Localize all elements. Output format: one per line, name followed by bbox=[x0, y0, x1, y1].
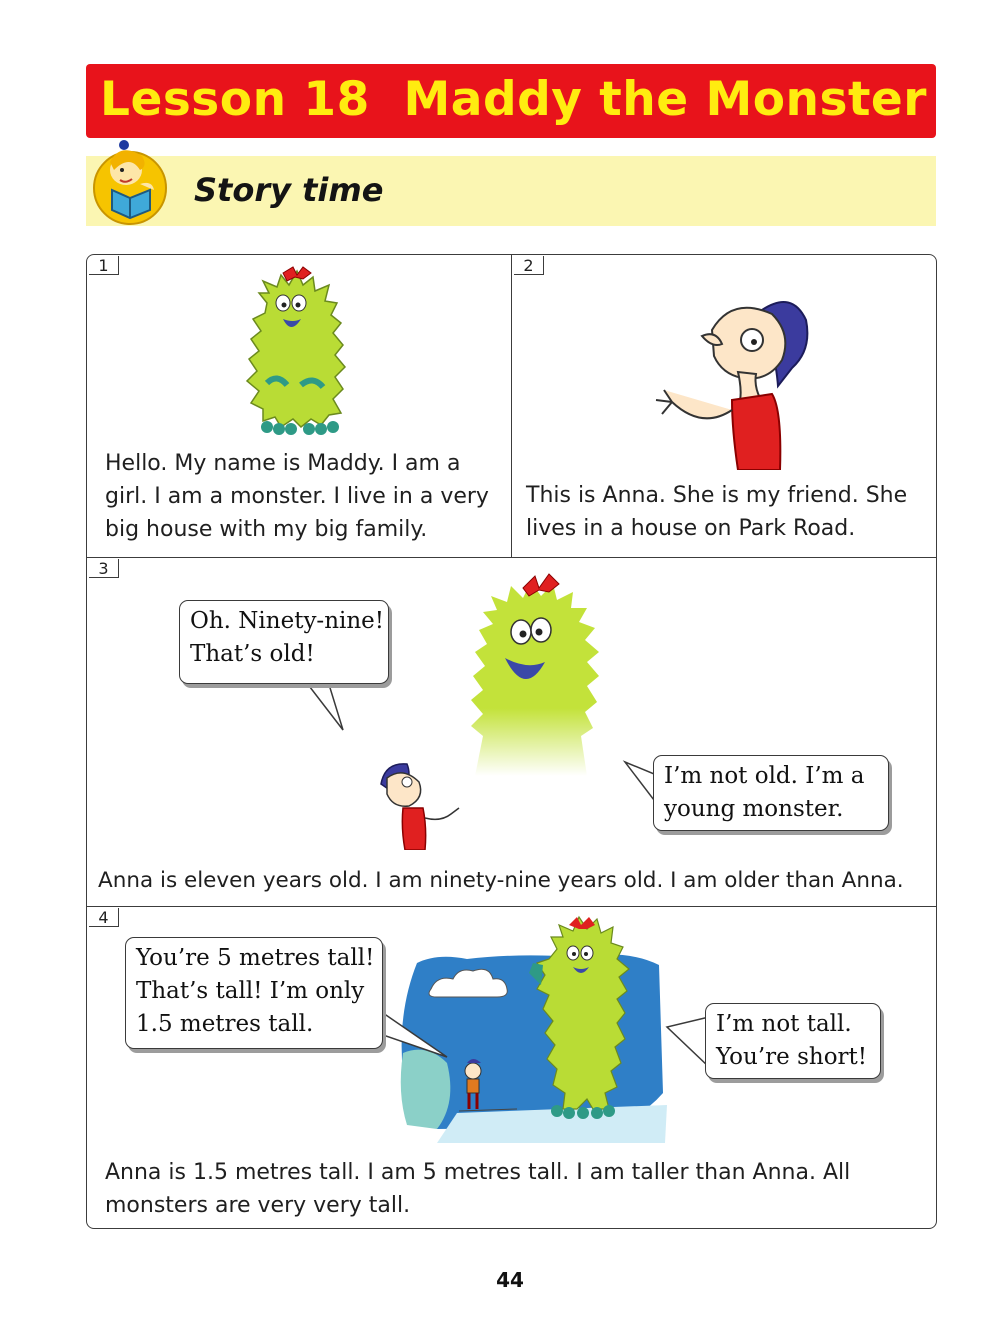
anna-illustration bbox=[642, 290, 822, 470]
bubble-line: That’s old! bbox=[190, 641, 315, 667]
section-title: Story time bbox=[194, 171, 384, 209]
story-panel-4 bbox=[86, 906, 937, 1229]
speech-bubble-maddy bbox=[653, 755, 889, 831]
bubble-line: You’re short! bbox=[716, 1044, 868, 1070]
panel-caption: Anna is eleven years old. I am ninety-nine years old. I am older than Anna. bbox=[98, 868, 904, 893]
page-number: 44 bbox=[496, 1268, 524, 1292]
bubble-line: young monster. bbox=[664, 796, 844, 822]
story-panel-1 bbox=[86, 254, 513, 559]
panel-caption bbox=[526, 479, 926, 545]
bubble-line: That’s tall! I’m only bbox=[136, 978, 365, 1004]
speech-bubble-tail bbox=[383, 1003, 453, 1063]
panel-number: 4 bbox=[89, 908, 119, 927]
bubble-line: 1.5 metres tall. bbox=[136, 1011, 314, 1037]
maddy-monster-illustration bbox=[237, 263, 357, 439]
panel-number: 2 bbox=[514, 256, 544, 275]
speech-bubble-anna bbox=[179, 600, 389, 684]
panel-caption bbox=[105, 447, 505, 546]
bubble-line: Oh. Ninety-nine! bbox=[190, 608, 385, 634]
speech-bubble-anna bbox=[125, 937, 383, 1049]
caption-line: Anna is 1.5 metres tall. I am 5 metres tall. I am taller than Anna. All bbox=[105, 1160, 851, 1185]
child-reading-icon bbox=[90, 140, 176, 226]
bubble-line: You’re 5 metres tall! bbox=[136, 945, 375, 971]
caption-line: girl. I am a monster. I live in a very bbox=[105, 484, 489, 509]
bubble-line: I’m not tall. bbox=[716, 1011, 852, 1037]
caption-line: This is Anna. She is my friend. She bbox=[526, 483, 908, 508]
panel-caption bbox=[105, 1156, 905, 1222]
panel-number: 3 bbox=[89, 559, 119, 578]
maddy-monster-closeup bbox=[465, 566, 615, 782]
speech-bubble-tail bbox=[297, 678, 357, 734]
caption-line: Hello. My name is Maddy. I am a bbox=[105, 451, 461, 476]
caption-line: big house with my big family. bbox=[105, 517, 428, 542]
section-band bbox=[86, 156, 936, 226]
caption-line: lives in a house on Park Road. bbox=[526, 516, 856, 541]
speech-bubble-maddy bbox=[705, 1003, 881, 1079]
caption-line: monsters are very very tall. bbox=[105, 1193, 411, 1218]
story-panel-3 bbox=[86, 557, 937, 908]
story-panel-2 bbox=[511, 254, 937, 559]
anna-small-illustration bbox=[373, 758, 469, 850]
bubble-line: I’m not old. I’m a bbox=[664, 763, 865, 789]
lesson-title-bar bbox=[86, 64, 936, 138]
lesson-title: Lesson 18 Maddy the Monster bbox=[100, 72, 927, 127]
panel-number: 1 bbox=[89, 256, 119, 275]
